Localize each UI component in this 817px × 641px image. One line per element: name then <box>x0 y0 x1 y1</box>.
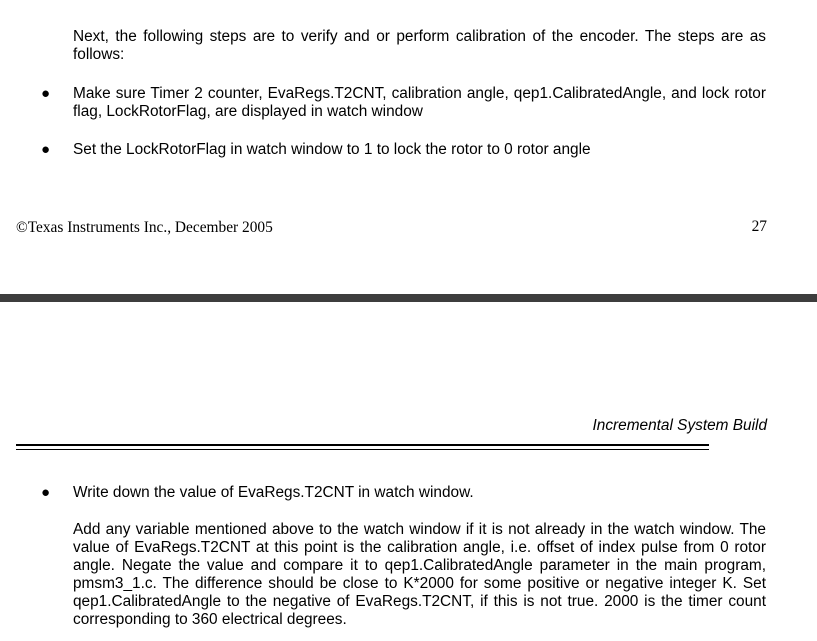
page-header-title: Incremental System Build <box>592 417 767 434</box>
header-rule-thick <box>16 444 709 446</box>
bullet-item-write-down: Write down the value of EvaRegs.T2CNT in watch window. <box>73 484 474 501</box>
calibration-paragraph: Add any variable mentioned above to the watch window if it is not already in the watch window. The value of EvaRegs.T2CNT at this point is the calibration angle, i.e. offset of index pulse from 0 rotor angle. Negate the value and compare it to qep1.CalibratedAngle parameter in the main program, pmsm3_1.c. The difference should be close to K*2000 for some positive or negative integer K. Set qep1.CalibratedAngle to the negative of EvaRegs.T2CNT, if this is not true. 2000 is the timer count corresponding to 360 electrical degrees. <box>73 521 766 628</box>
header-rule-thin <box>16 449 709 450</box>
page-break-divider <box>0 294 817 302</box>
bullet-item-watch-window: Make sure Timer 2 counter, EvaRegs.T2CNT, calibration angle, qep1.CalibratedAngle, and lock rotor flag, LockRotorFlag, are displayed in watch window <box>73 85 766 120</box>
footer-page-number: 27 <box>751 218 767 235</box>
bullet-marker: ● <box>41 141 51 158</box>
footer-copyright: ©Texas Instruments Inc., December 2005 <box>16 219 273 236</box>
bullet-marker: ● <box>41 85 51 102</box>
intro-paragraph: Next, the following steps are to verify and or perform calibration of the encoder. The steps are as follows: <box>73 28 766 63</box>
bullet-item-lock-rotor: Set the LockRotorFlag in watch window to 1 to lock the rotor to 0 rotor angle <box>73 141 591 158</box>
bullet-marker: ● <box>41 484 51 501</box>
